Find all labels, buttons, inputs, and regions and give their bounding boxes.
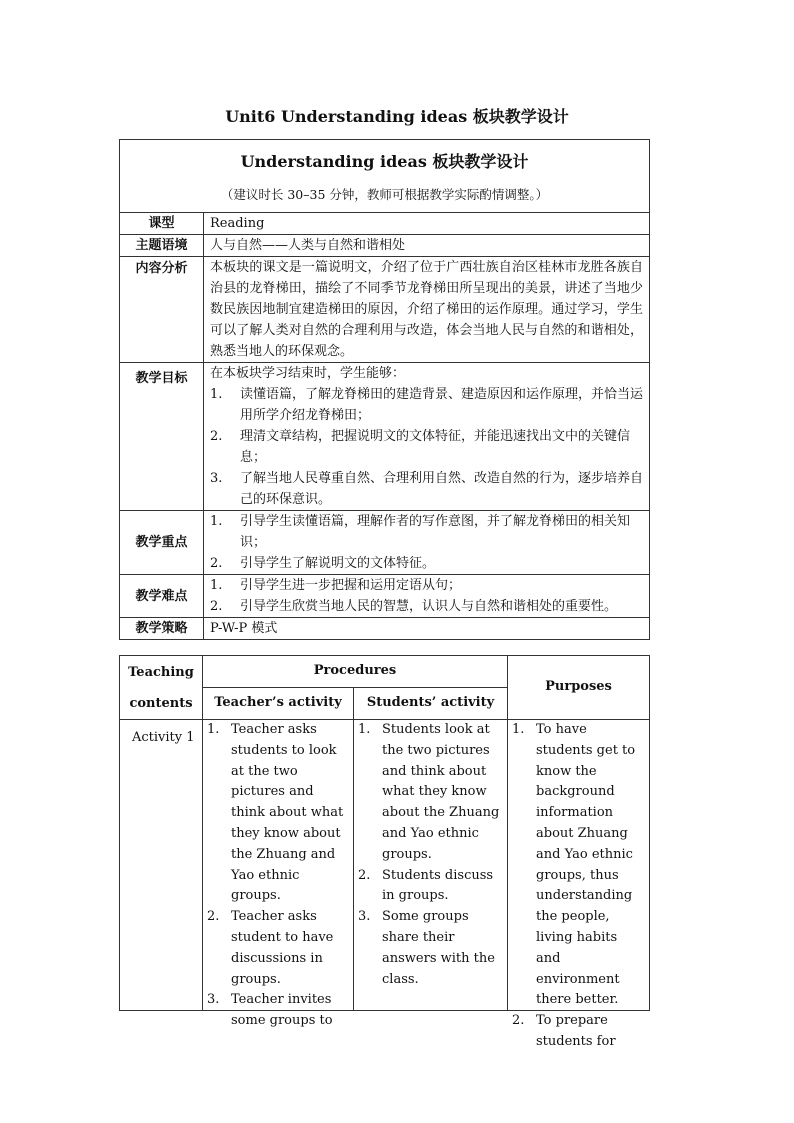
- objective-text: 读懂语篇，了解龙脊梯田的建造背景、建造原因和运作原理，并恰当运用所学介绍龙脊梯田；: [240, 387, 644, 423]
- teacher-activity-text: Teacher invites some groups to: [231, 992, 333, 1029]
- objectives-label: 教学目标: [120, 363, 204, 511]
- difficulties-label: 教学难点: [120, 575, 204, 618]
- key-point-text: 引导学生了解说明文的文体特征。: [240, 556, 436, 571]
- difficulty-text: 引导学生欣赏当地人民的智慧，认识人与自然和谐相处的重要性。: [240, 599, 618, 614]
- students-activity-list: [358, 720, 503, 990]
- activity-1-purposes-cell: [508, 720, 650, 1049]
- objective-text: 理清文章结构，把握说明文的文体特征，并能迅速找出文中的关键信息；: [240, 429, 631, 465]
- key-points-list: [210, 511, 643, 574]
- teacher-activity-number: 3.: [207, 992, 220, 1008]
- lesson-type-label: 课型: [120, 213, 204, 235]
- students-activity-header: Students’ activity: [354, 688, 508, 720]
- purpose-number: 1.: [512, 722, 525, 737]
- key-point-item: [210, 553, 643, 574]
- objective-item: [210, 384, 643, 426]
- students-activity-content: [358, 720, 503, 1010]
- objectives-intro: 在本板块学习结束时，学生能够：: [210, 366, 406, 381]
- students-activity-text: Students discuss in groups.: [382, 867, 494, 904]
- teacher-activity-list: [207, 720, 349, 1032]
- key-point-item: [210, 511, 643, 553]
- teaching-contents-line2: contents: [129, 695, 193, 711]
- objective-text: 了解当地人民尊重自然、合理利用自然、改造自然的行为，逐步培养自己的环保意识。: [240, 471, 644, 507]
- key-points-label: 教学重点: [120, 511, 204, 575]
- difficulty-number: 2.: [210, 599, 223, 614]
- students-activity-number: 3.: [358, 909, 371, 925]
- objectives-row: [120, 363, 650, 511]
- teaching-contents-header: [120, 656, 203, 720]
- activity-1-teacher-cell: [203, 720, 354, 1029]
- key-point-text: 引导学生读懂语篇，理解作者的写作意图，并了解龙脊梯田的相关知识；: [240, 514, 631, 550]
- objective-item: [210, 426, 643, 468]
- teacher-activity-number: 1.: [207, 722, 220, 737]
- key-point-number: 1.: [210, 514, 223, 529]
- lesson-type-value: Reading: [204, 213, 650, 235]
- students-activity-item: [358, 720, 503, 866]
- teacher-activity-item: [207, 907, 349, 990]
- teacher-activity-item: [207, 990, 349, 1032]
- teacher-activity-text: Teacher asks students to look at the two pictures and think about what they know about the Zhuang and Yao ethnic groups.: [231, 722, 344, 904]
- students-activity-item: [358, 866, 503, 908]
- plan-header-cell: [120, 140, 650, 213]
- difficulties-cell: [204, 575, 650, 618]
- strategy-value: P-W-P 模式: [204, 618, 650, 640]
- teacher-activity-number: 2.: [207, 909, 220, 925]
- difficulties-row: [120, 575, 650, 618]
- procedure-header-row-1: [120, 656, 650, 688]
- plan-header-row: [120, 140, 650, 213]
- activity-1-students-cell: [354, 720, 508, 1011]
- students-activity-text: Some groups share their answers with the class.: [382, 909, 495, 987]
- teacher-activity-content: [207, 720, 349, 1029]
- teacher-activity-text: Teacher asks student to have discussions in groups.: [231, 909, 334, 987]
- purposes-list: [512, 720, 645, 1053]
- key-points-row: [120, 511, 650, 575]
- students-activity-item: [358, 907, 503, 990]
- key-point-number: 2.: [210, 556, 223, 571]
- lesson-plan-table: [119, 139, 650, 640]
- objectives-cell: [204, 363, 650, 511]
- students-activity-number: 2.: [358, 867, 371, 883]
- objective-number: 3.: [210, 471, 223, 486]
- activity-1-row: [120, 720, 650, 1011]
- theme-row: [120, 235, 650, 257]
- plan-header-title: Understanding ideas 板块教学设计: [240, 152, 529, 171]
- procedure-table: [119, 655, 650, 1049]
- content-analysis-row: [120, 257, 650, 363]
- plan-header-note: （建议时长 30–35 分钟，教师可根据教学实际酌情调整。）: [220, 187, 549, 202]
- difficulty-item: [210, 575, 643, 596]
- teacher-activity-item: [207, 720, 349, 907]
- activity-1-label: Activity 1: [132, 730, 195, 745]
- students-activity-text: Students look at the two pictures and think about what they know about the Zhuang and Yao ethnic groups.: [382, 722, 500, 862]
- students-activity-number: 1.: [358, 722, 371, 737]
- purpose-text: To prepare students for: [536, 1013, 616, 1049]
- objectives-list: [210, 384, 643, 510]
- difficulties-list: [210, 575, 643, 617]
- objective-item: [210, 468, 643, 510]
- teaching-contents-line1: Teaching: [128, 664, 194, 680]
- difficulty-text: 引导学生进一步把握和运用定语从句；: [240, 578, 462, 593]
- objective-number: 2.: [210, 429, 223, 444]
- content-analysis-value: 本板块的课文是一篇说明文，介绍了位于广西壮族自治区桂林市龙胜各族自治县的龙脊梯田，描绘了不同季节龙脊梯田所呈现出的美景，讲述了当地少数民族因地制宜建造梯田的原因，介绍了梯田的运作原理。通过学习，学生可以了解人类对自然的合理利用与改造，体会当地人民与自然的和谐相处，熟悉当地人的环保观念。: [204, 257, 650, 363]
- key-points-cell: [204, 511, 650, 575]
- purposes-header: Purposes: [508, 656, 650, 720]
- objective-number: 1.: [210, 387, 223, 402]
- theme-label: 主题语境: [120, 235, 204, 257]
- difficulty-number: 1.: [210, 578, 223, 593]
- purpose-text: To have students get to know the background information about Zhuang and Yao ethnic groups, thus understanding the people, living habits and environment there better.: [536, 722, 636, 1008]
- lesson-type-row: [120, 213, 650, 235]
- strategy-label: 教学策略: [120, 618, 204, 640]
- difficulty-item: [210, 596, 643, 617]
- purpose-item: [512, 720, 645, 1011]
- strategy-row: [120, 618, 650, 640]
- purposes-content: [512, 720, 645, 1049]
- content-analysis-label: 内容分析: [120, 257, 204, 363]
- activity-1-label-cell: [120, 720, 203, 1011]
- theme-value: 人与自然——人类与自然和谐相处: [204, 235, 650, 257]
- teacher-activity-header: Teacher’s activity: [203, 688, 354, 720]
- purpose-item: [512, 1011, 645, 1053]
- document-title: Unit6 Understanding ideas 板块教学设计: [225, 107, 569, 126]
- procedures-header: Procedures: [203, 656, 508, 688]
- purpose-number: 2.: [512, 1013, 525, 1029]
